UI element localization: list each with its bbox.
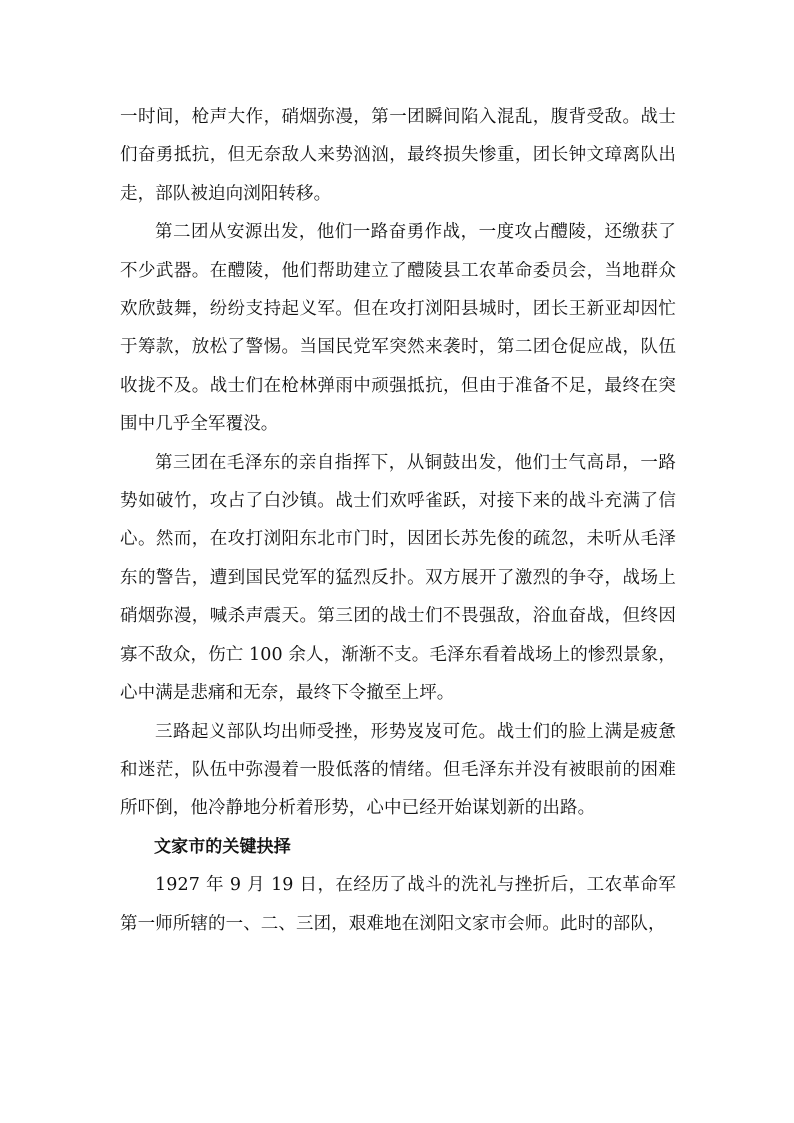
document-body [120,98,676,943]
paragraph-third-regiment: 第三团在毛泽东的亲自指挥下，从铜鼓出发，他们士气高昂，一路势如破竹，攻占了白沙镇。战士们欢呼雀跃，对接下来的战斗充满了信心。然而，在攻打浏阳东北市门时，因团长苏先俊的疏忽，未听从毛泽东的警告，遭到国民党军的猛烈反扑。双方展开了激烈的争夺，战场上硝烟弥漫，喊杀声震天。第三团的战士们不畏强敌，浴血奋战，但终因寡不敌众，伤亡 100 余人，渐渐不支。毛泽东看着战场上的惨烈景象，心中满是悲痛和无奈，最终下令撤至上坪。 [120,452,676,704]
paragraph-wenjiashi-meeting: 1927 年 9 月 19 日，在经历了战斗的洗礼与挫折后，工农革命军第一师所辖的一、二、三团，艰难地在浏阳文家市会师。此时的部队， [120,875,676,934]
paragraph-first-regiment: 一时间，枪声大作，硝烟弥漫，第一团瞬间陷入混乱，腹背受敌。战士们奋勇抵抗，但无奈敌人来势汹汹，最终损失惨重，团长钟文璋离队出走，部队被迫向浏阳转移。 [120,107,676,204]
paragraph-second-regiment: 第二团从安源出发，他们一路奋勇作战，一度攻占醴陵，还缴获了不少武器。在醴陵，他们帮助建立了醴陵县工农革命委员会，当地群众欢欣鼓舞，纷纷支持起义军。但在攻打浏阳县城时，团长王新亚却因忙于筹款，放松了警惕。当国民党军突然来袭时，第二团仓促应战，队伍收拢不及。战士们在枪林弹雨中顽强抵抗，但由于准备不足，最终在突围中几乎全军覆没。 [120,222,676,435]
paragraph-setback-summary: 三路起义部队均出师受挫，形势岌岌可危。战士们的脸上满是疲惫和迷茫，队伍中弥漫着一股低落的情绪。但毛泽东并没有被眼前的困难所吓倒，他冷静地分析着形势，心中已经开始谋划新的出路。 [120,721,676,819]
section-heading: 文家市的关键抉择 [154,836,291,857]
